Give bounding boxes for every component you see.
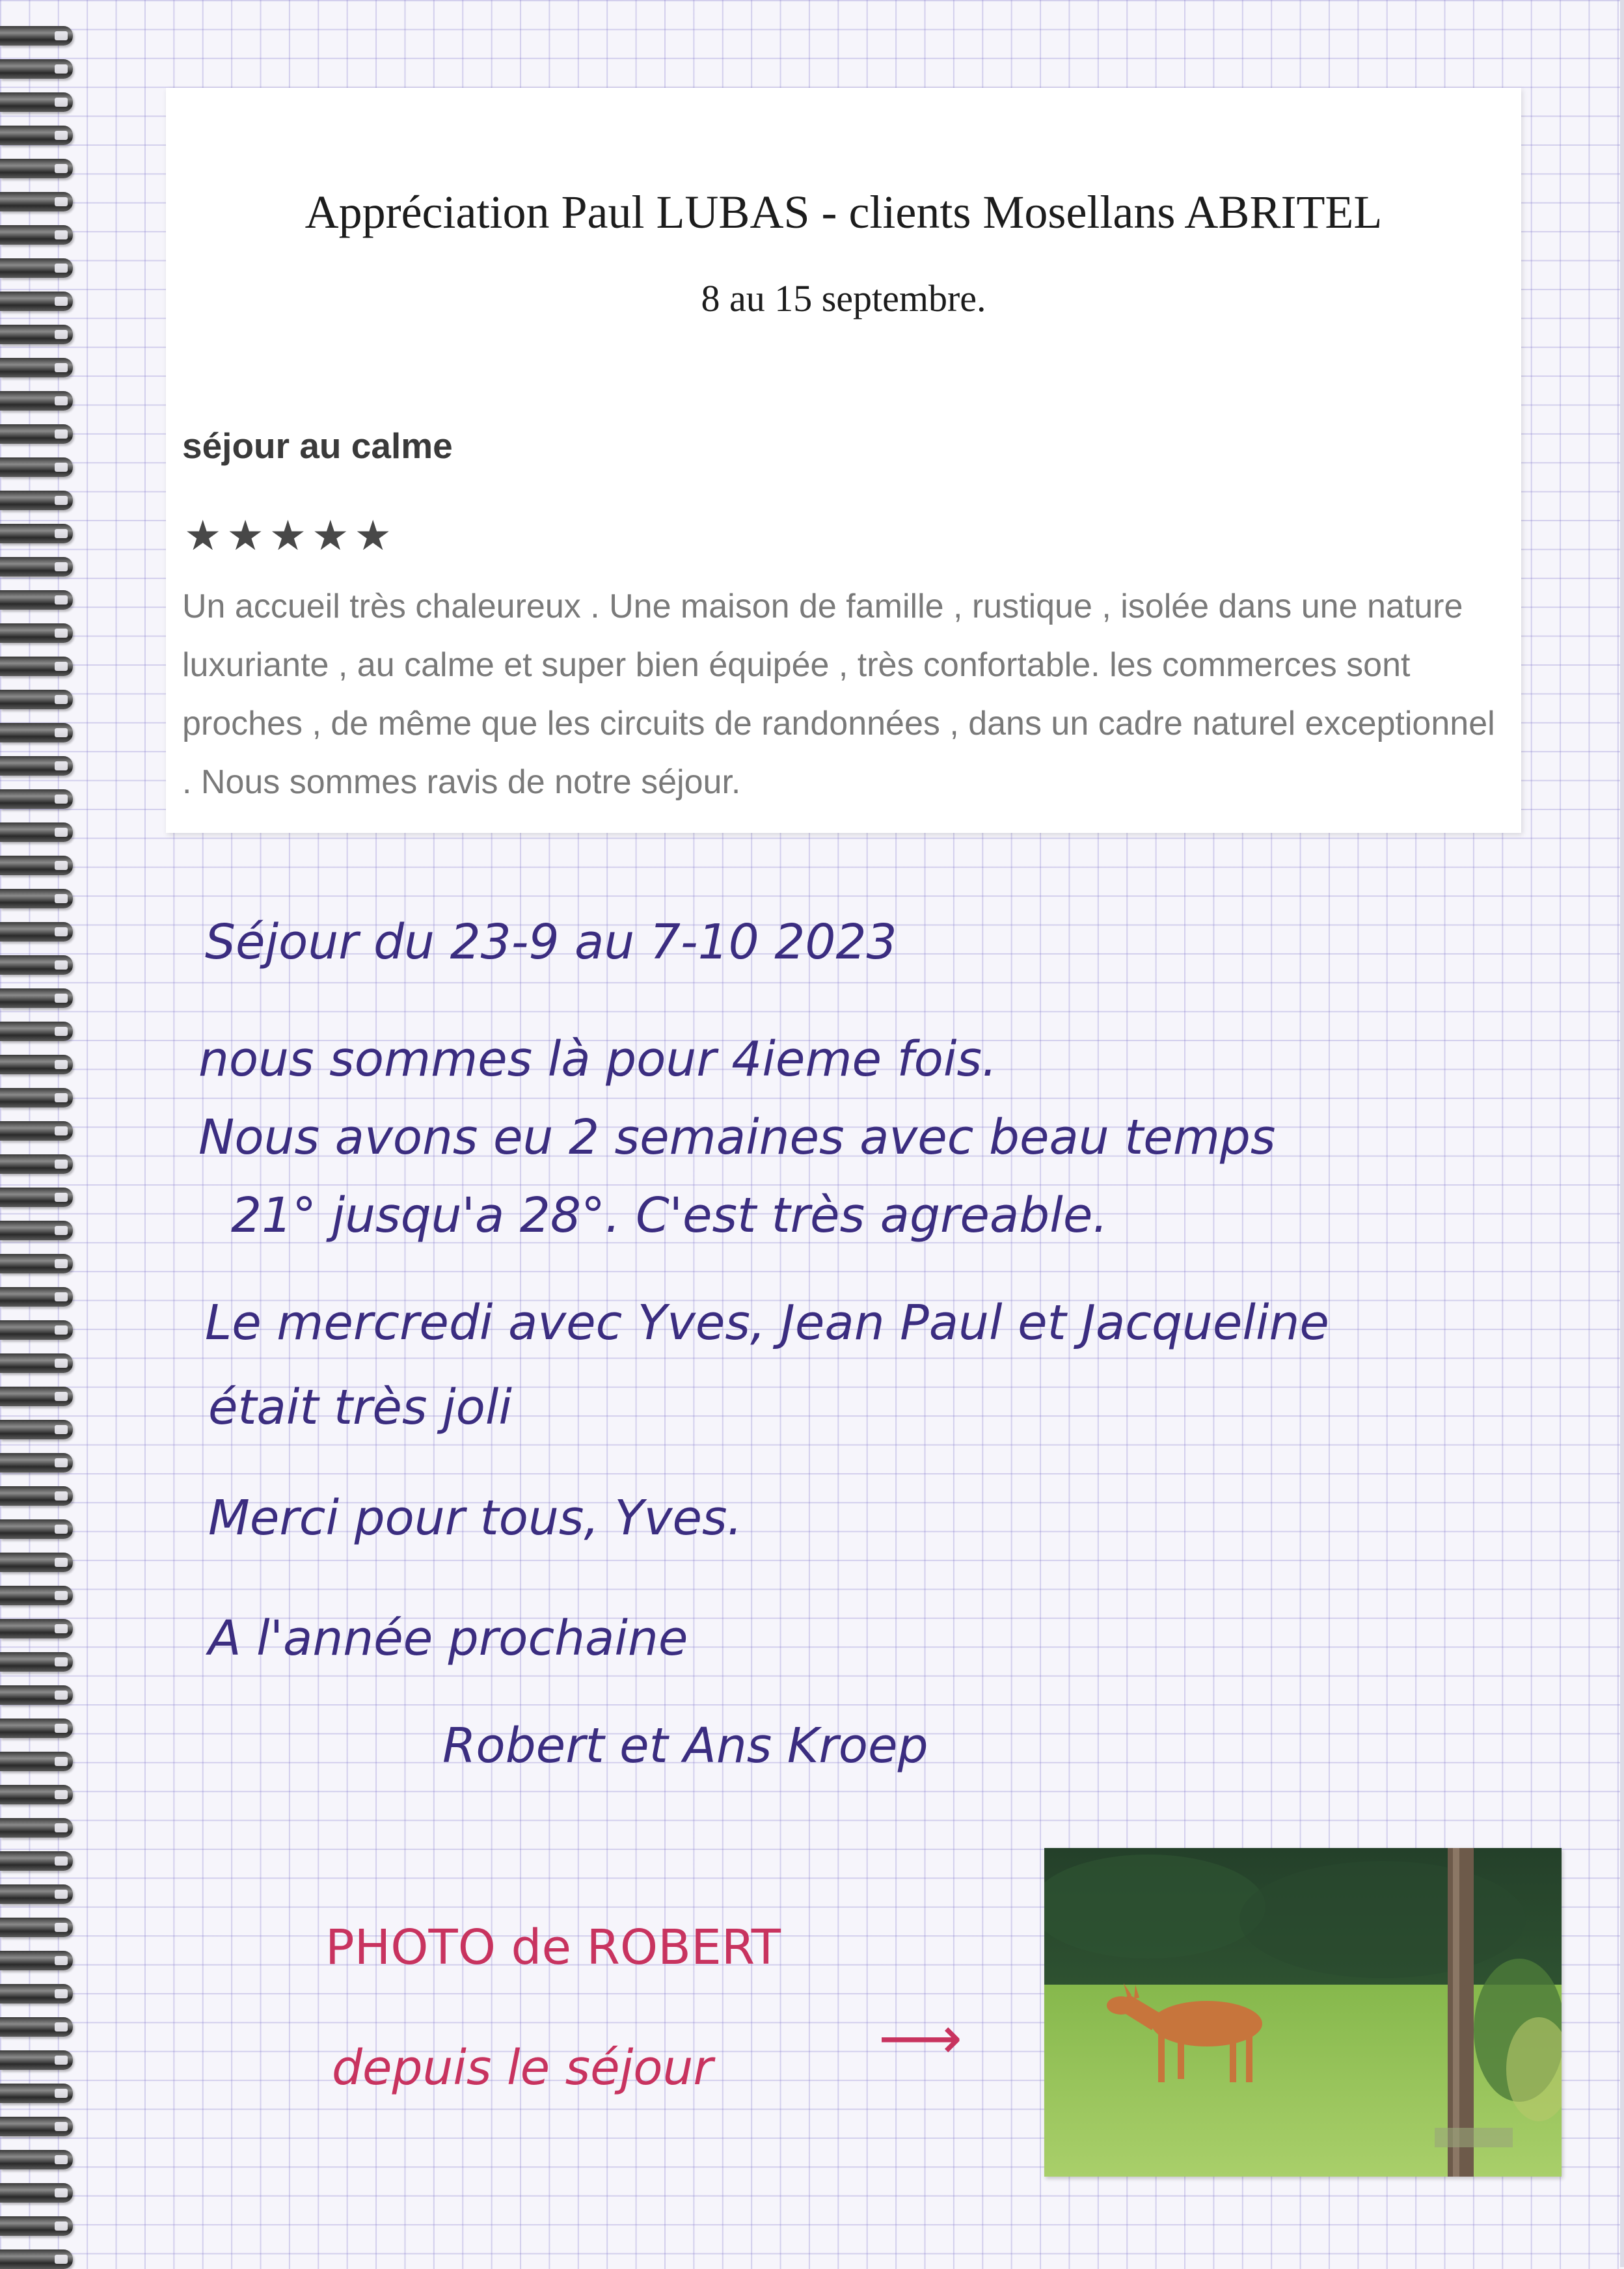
binding-ring bbox=[0, 491, 73, 510]
binding-ring bbox=[0, 1486, 73, 1506]
review-title: Appréciation Paul LUBAS - clients Mosellans ABRITEL bbox=[304, 186, 1383, 238]
review-card bbox=[166, 88, 1521, 833]
binding-ring bbox=[0, 2150, 73, 2169]
spiral-binding bbox=[0, 0, 78, 2267]
binding-ring bbox=[0, 1387, 73, 1406]
star-rating: ★★★★★ bbox=[184, 512, 397, 560]
binding-ring bbox=[0, 2050, 73, 2070]
binding-ring bbox=[0, 1188, 73, 1207]
binding-ring bbox=[0, 2216, 73, 2236]
binding-ring bbox=[0, 26, 73, 46]
note-line-8: A l'année prochaine bbox=[208, 1610, 688, 1666]
binding-ring bbox=[0, 1055, 73, 1074]
binding-ring bbox=[0, 1453, 73, 1473]
binding-ring bbox=[0, 1752, 73, 1771]
binding-ring bbox=[0, 1984, 73, 2004]
binding-ring bbox=[0, 2117, 73, 2136]
binding-ring bbox=[0, 192, 73, 211]
binding-ring bbox=[0, 756, 73, 776]
deer-photo-frame bbox=[1044, 1848, 1562, 2177]
note-signature: Robert et Ans Kroep bbox=[442, 1718, 928, 1774]
binding-ring bbox=[0, 1719, 73, 1738]
note-line-1: Séjour du 23-9 au 7-10 2023 bbox=[205, 914, 897, 970]
binding-ring bbox=[0, 2017, 73, 2037]
binding-ring bbox=[0, 1519, 73, 1539]
binding-ring bbox=[0, 1553, 73, 1572]
binding-ring bbox=[0, 723, 73, 742]
binding-ring bbox=[0, 557, 73, 577]
binding-ring bbox=[0, 955, 73, 975]
review-dates: 8 au 15 septembre. bbox=[701, 277, 986, 319]
binding-ring bbox=[0, 1951, 73, 1970]
binding-ring bbox=[0, 1884, 73, 1904]
binding-ring bbox=[0, 59, 73, 79]
binding-ring bbox=[0, 1254, 73, 1273]
binding-ring bbox=[0, 1320, 73, 1340]
binding-ring bbox=[0, 1022, 73, 1041]
binding-ring bbox=[0, 1287, 73, 1307]
photo-caption-line-1: PHOTO de ROBERT bbox=[325, 1920, 781, 1976]
binding-ring bbox=[0, 1353, 73, 1373]
binding-ring bbox=[0, 159, 73, 178]
binding-ring bbox=[0, 1918, 73, 1937]
review-body: Un accueil très chaleureux . Une maison de famille , rustique , isolée dans une nature luxuriante , au calme et super bien équipée , très confortable. les commerces sont proches , de même que les circuits de randonnées , dans un cadre naturel exceptionnel . Nous sommes ravis de notre séjour. bbox=[182, 588, 1495, 801]
binding-ring bbox=[0, 1154, 73, 1174]
binding-ring bbox=[0, 922, 73, 942]
binding-ring bbox=[0, 358, 73, 377]
binding-ring bbox=[0, 2183, 73, 2203]
deer-photo bbox=[1044, 1848, 1562, 2177]
note-line-3: Nous avons eu 2 semaines avec beau temps bbox=[198, 1109, 1276, 1165]
binding-ring bbox=[0, 1221, 73, 1240]
binding-ring bbox=[0, 1851, 73, 1871]
binding-ring bbox=[0, 457, 73, 477]
binding-ring bbox=[0, 623, 73, 643]
binding-ring bbox=[0, 657, 73, 676]
binding-ring bbox=[0, 1088, 73, 1107]
binding-ring bbox=[0, 1685, 73, 1705]
binding-ring bbox=[0, 988, 73, 1008]
binding-ring bbox=[0, 325, 73, 344]
arrow-icon: ⟶ bbox=[878, 2004, 963, 2072]
binding-ring bbox=[0, 1420, 73, 1439]
photo-caption-line-2: depuis le séjour bbox=[332, 2040, 713, 2096]
binding-ring bbox=[0, 424, 73, 444]
binding-ring bbox=[0, 789, 73, 809]
binding-ring bbox=[0, 2084, 73, 2103]
binding-ring bbox=[0, 524, 73, 543]
binding-ring bbox=[0, 225, 73, 245]
note-line-4: 21° jusqu'a 28°. C'est très agreable. bbox=[231, 1188, 1108, 1243]
note-line-7: Merci pour tous, Yves. bbox=[208, 1490, 743, 1546]
binding-ring bbox=[0, 1619, 73, 1638]
binding-ring bbox=[0, 1652, 73, 1672]
binding-ring bbox=[0, 92, 73, 112]
binding-ring bbox=[0, 590, 73, 610]
binding-ring bbox=[0, 822, 73, 842]
binding-ring bbox=[0, 2249, 73, 2269]
binding-ring bbox=[0, 391, 73, 411]
review-heading: séjour au calme bbox=[182, 426, 453, 466]
note-line-5: Le mercredi avec Yves, Jean Paul et Jacqueline bbox=[205, 1295, 1329, 1351]
binding-ring bbox=[0, 126, 73, 145]
binding-ring bbox=[0, 292, 73, 311]
note-line-2: nous sommes là pour 4ieme fois. bbox=[198, 1031, 997, 1087]
binding-ring bbox=[0, 690, 73, 709]
binding-ring bbox=[0, 889, 73, 908]
binding-ring bbox=[0, 1818, 73, 1838]
binding-ring bbox=[0, 1121, 73, 1141]
binding-ring bbox=[0, 1785, 73, 1804]
note-line-6: était très joli bbox=[208, 1379, 512, 1435]
binding-ring bbox=[0, 856, 73, 875]
binding-ring bbox=[0, 258, 73, 278]
binding-ring bbox=[0, 1586, 73, 1605]
page-edge bbox=[1620, 0, 1624, 2267]
